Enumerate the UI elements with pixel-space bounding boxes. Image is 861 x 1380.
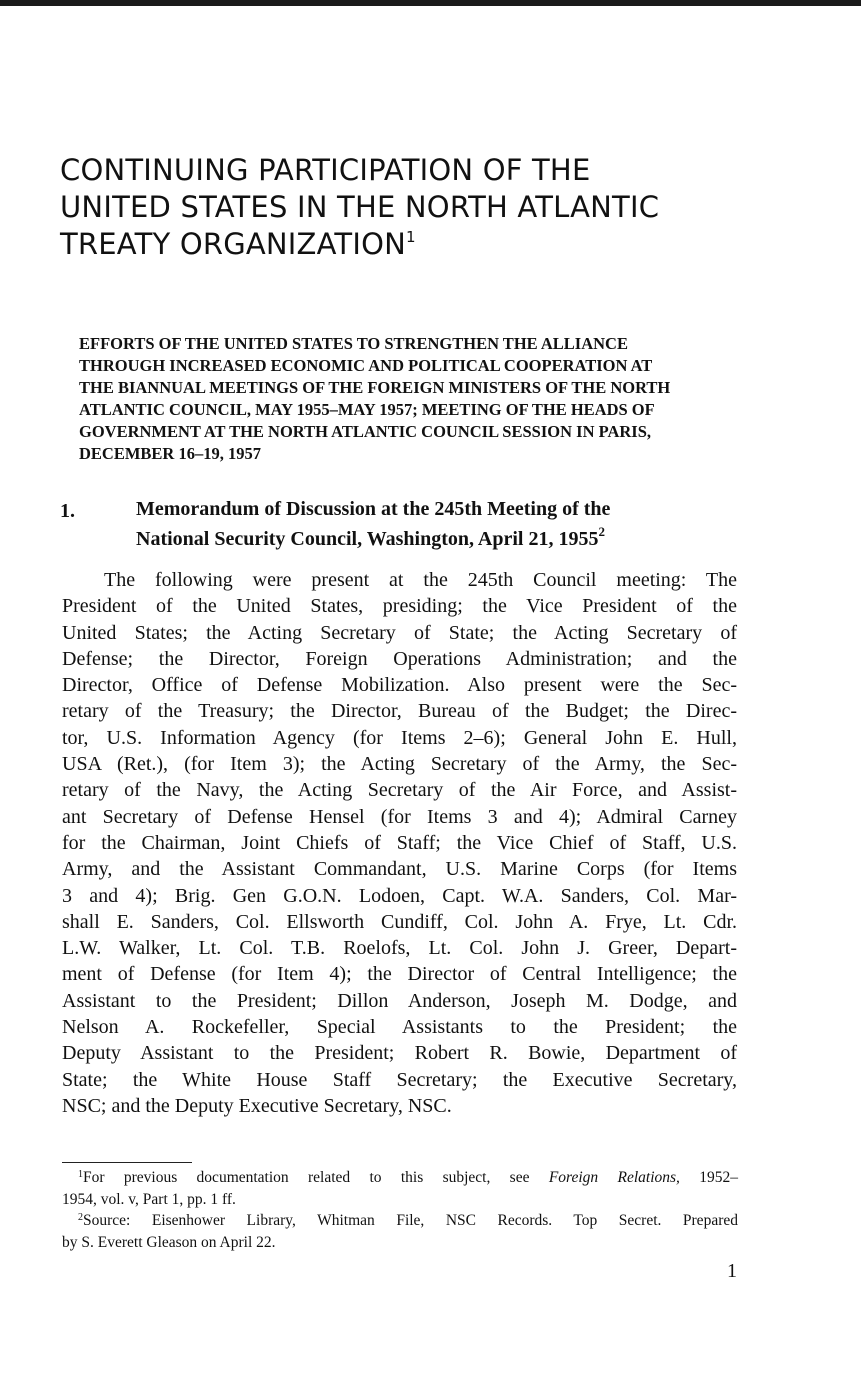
body-line: United States; the Acting Secretary of State; the Acting Secretary of	[62, 621, 737, 644]
section-heading-line: ATLANTIC COUNCIL, MAY 1955–MAY 1957; MEETING OF THE HEADS OF	[79, 400, 655, 419]
body-line: Nelson A. Rockefeller, Special Assistants to the President; the	[62, 1016, 737, 1039]
footnote-2: $^2$Source: Eisenhower Library, Whitman File, NSC Records. Top Secret. Prepared	[78, 1212, 738, 1229]
footnote-1-continuation: 1954, vol. v, Part 1, pp. 1 ff.	[62, 1190, 236, 1208]
document-number: 1.	[60, 500, 75, 522]
body-line: Assistant to the President; Dillon Anderson, Joseph M. Dodge, and	[62, 989, 737, 1012]
footnote-1: $^1$For previous documentation related to this subject, see Foreign Relations, 1952–	[78, 1169, 738, 1186]
body-line: retary of the Treasury; the Director, Bureau of the Budget; the Direc-	[62, 700, 737, 723]
page-number: 1	[727, 1260, 737, 1282]
body-line: Director, Office of Defense Mobilization. Also present were the Sec-	[62, 674, 737, 697]
document-title	[136, 494, 776, 554]
document-title-line: Memorandum of Discussion at the 245th Meeting of the	[136, 498, 611, 520]
body-line: President of the United States, presiding; the Vice President of the	[62, 595, 737, 618]
footnotes	[62, 1167, 738, 1253]
footnote-reference-2[interactable]: 2	[598, 524, 605, 539]
footnote-separator	[62, 1162, 192, 1163]
chapter-title	[60, 152, 800, 263]
body-line: NSC; and the Deputy Executive Secretary, NSC.	[62, 1094, 452, 1117]
body-line: ant Secretary of Defense Hensel (for Items 3 and 4); Admiral Carney	[62, 805, 737, 828]
section-heading-line: GOVERNMENT AT THE NORTH ATLANTIC COUNCIL SESSION IN PARIS,	[79, 422, 652, 441]
document-title-line: National Security Council, Washington, April 21, 1955$^2$	[136, 524, 605, 550]
body-line: The following were present at the 245th Council meeting: The	[104, 569, 737, 591]
top-border-rule	[0, 0, 861, 6]
chapter-title-line: UNITED STATES IN THE NORTH ATLANTIC	[60, 190, 660, 224]
body-line: USA (Ret.), (for Item 3); the Acting Secretary of the Army, the Sec-	[62, 753, 737, 776]
body-line: tor, U.S. Information Agency (for Items 2–6); General John E. Hull,	[62, 726, 737, 749]
footnote-marker: 1	[78, 1169, 83, 1180]
section-heading-line: DECEMBER 16–19, 1957	[79, 444, 261, 463]
body-line: shall E. Sanders, Col. Ellsworth Cundiff, Col. John A. Frye, Lt. Cdr.	[62, 910, 737, 933]
section-heading-line: THE BIANNUAL MEETINGS OF THE FOREIGN MINISTERS OF THE NORTH	[79, 378, 671, 397]
section-heading-line: EFFORTS OF THE UNITED STATES TO STRENGTHEN THE ALLIANCE	[79, 334, 628, 353]
section-heading	[79, 333, 759, 465]
chapter-title-line: TREATY ORGANIZATION$^1$	[60, 227, 416, 261]
footnote-2-continuation: by S. Everett Gleason on April 22.	[62, 1233, 276, 1251]
body-line: State; the White House Staff Secretary; the Executive Secretary,	[62, 1068, 737, 1091]
chapter-title-line: CONTINUING PARTICIPATION OF THE	[60, 153, 591, 187]
body-line: 3 and 4); Brig. Gen G.O.N. Lodoen, Capt. W.A. Sanders, Col. Mar-	[62, 884, 737, 907]
body-paragraph	[62, 567, 737, 1119]
body-line: for the Chairman, Joint Chiefs of Staff; the Vice Chief of Staff, U.S.	[62, 831, 737, 854]
body-line: Deputy Assistant to the President; Robert R. Bowie, Department of	[62, 1042, 737, 1065]
section-heading-line: THROUGH INCREASED ECONOMIC AND POLITICAL COOPERATION AT	[79, 356, 653, 375]
footnote-reference-1[interactable]: 1	[406, 228, 416, 246]
footnote-marker: 2	[78, 1212, 83, 1223]
body-line: Defense; the Director, Foreign Operations Administration; and the	[62, 647, 737, 670]
body-line: ment of Defense (for Item 4); the Director of Central Intelligence; the	[62, 963, 737, 986]
body-line: Army, and the Assistant Commandant, U.S. Marine Corps (for Items	[62, 858, 737, 881]
body-line: retary of the Navy, the Acting Secretary of the Air Force, and Assist-	[62, 779, 737, 802]
italic-citation: Foreign Relations,	[548, 1169, 680, 1186]
body-line: L.W. Walker, Lt. Col. T.B. Roelofs, Lt. Col. John J. Greer, Depart-	[62, 937, 737, 960]
